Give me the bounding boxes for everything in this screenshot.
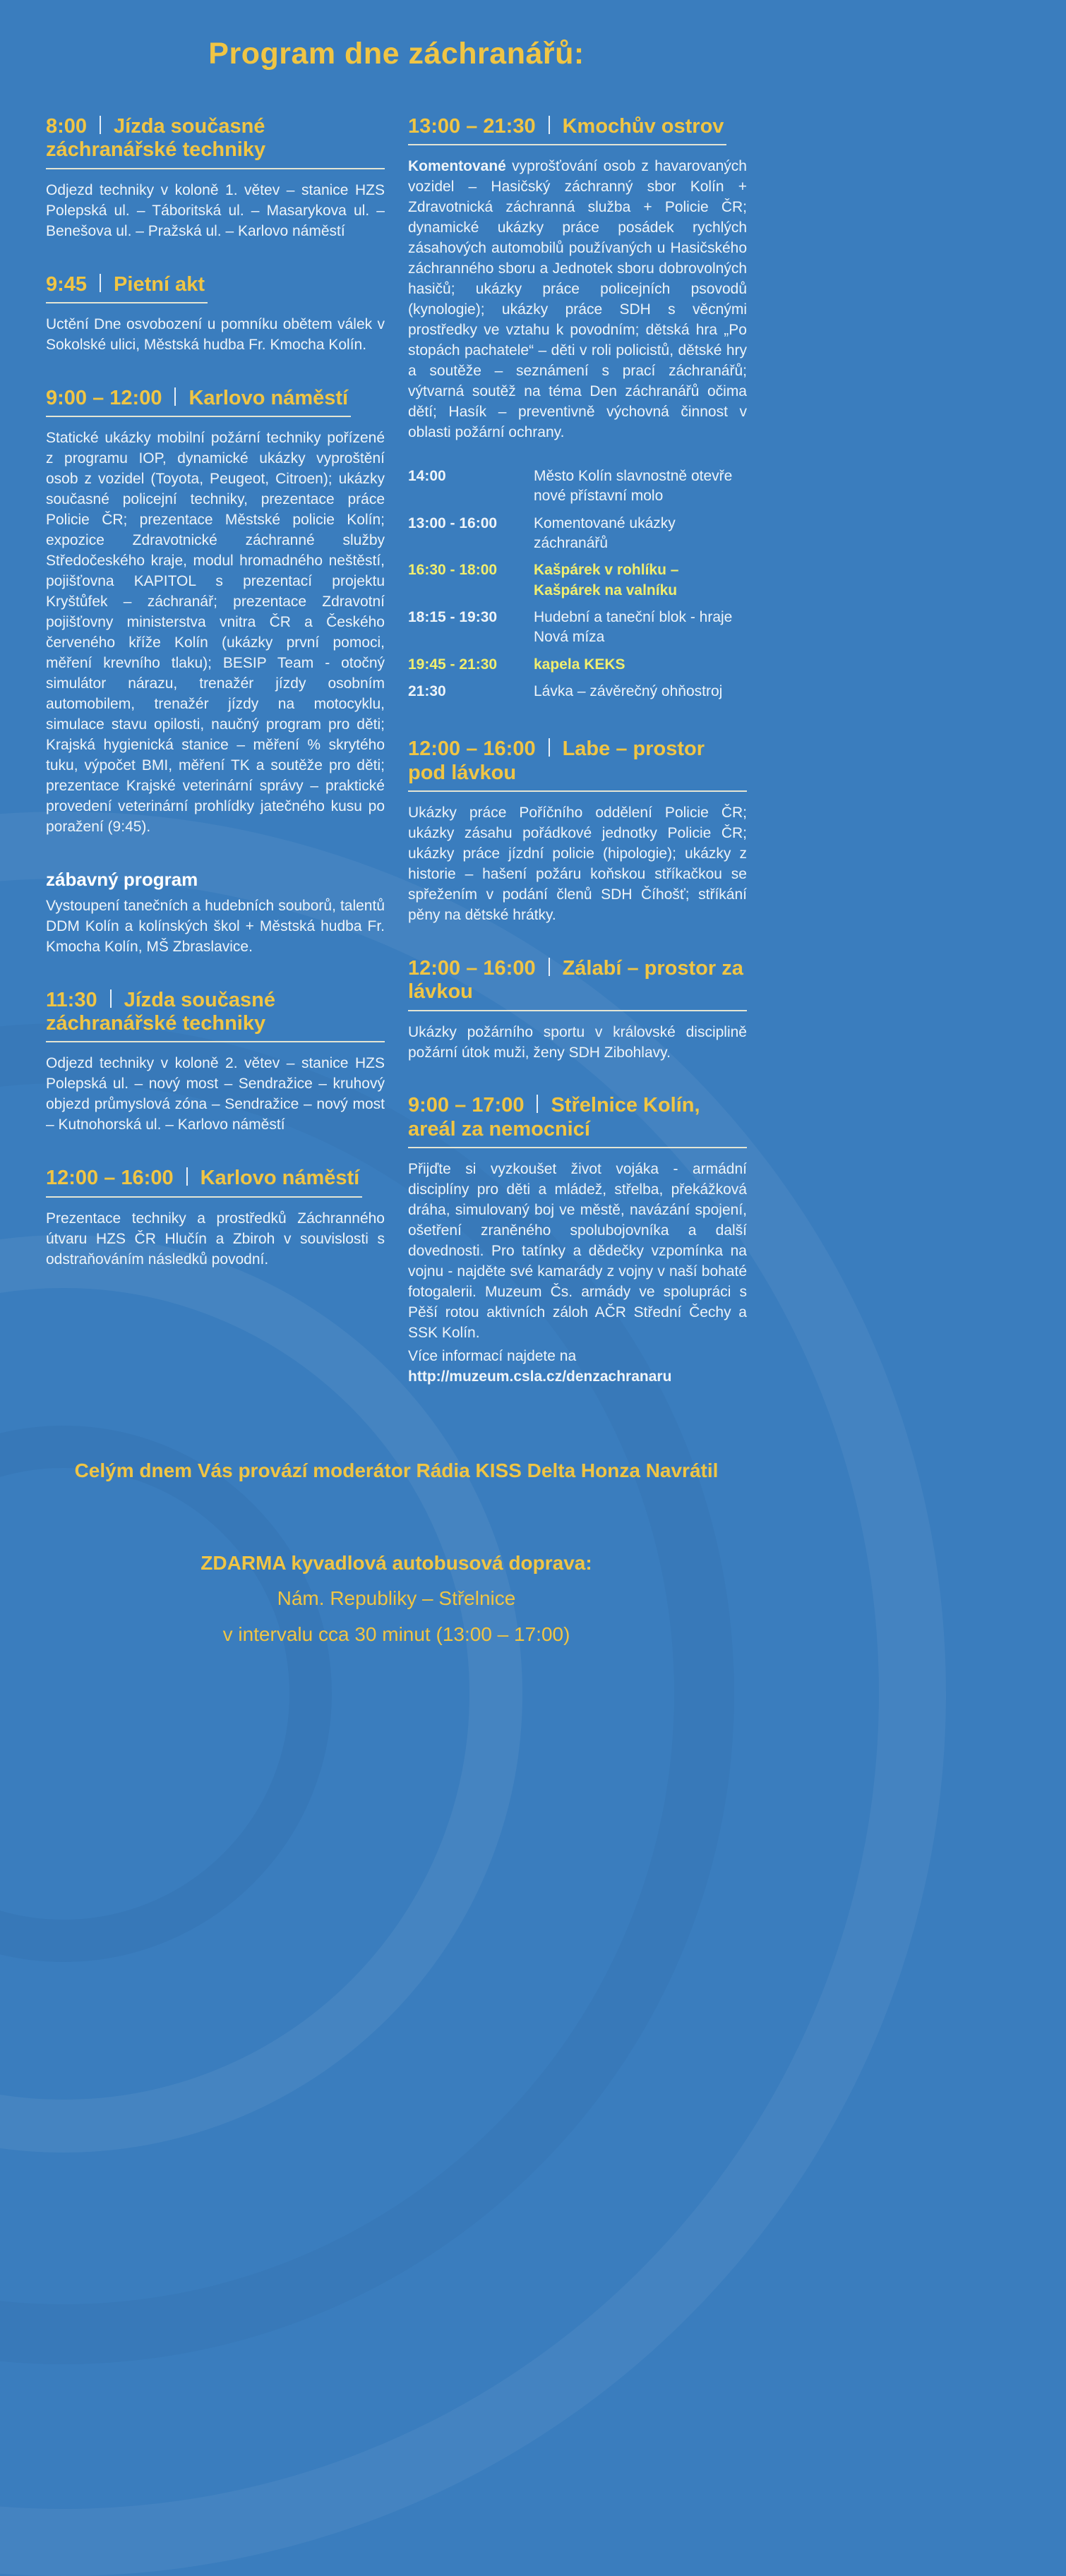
section-heading [46, 989, 385, 1043]
section-body: Ukázky práce Poříčního oddělení Policie ČR; ukázky zásahu pořádkové jednotky Policie ČR; ukázky práce jízdní policie (hipologie); ukázky z historie – hašení požáru koňskou stříkačkou se spřežením v podání členů SDH Číhošť; stříkání pěny na dětské hrátky. [408, 805, 747, 923]
section-heading [408, 115, 726, 145]
schedule-row [408, 604, 747, 651]
section-body: Přijďte si vyzkoušet život vojáka - armádní disciplíny pro děti a mládež, střelba, překážková dráha, simulovaný boj ve městě, navázání spojení, ošetření zraněného spolubojovníka a další dovednosti. Pro tatínky a dědečky vzpomínka na vojnu - najděte své kamarády z vojny v naší bohaté fotogalerii. Muzeum Čs. armády ve spolupráci s Pěší rotou aktivních záloh AČR Střední Čechy a SSK Kolín. [408, 1161, 747, 1341]
info-url[interactable]: http://muzeum.csla.cz/denzachranaru [408, 1368, 672, 1385]
section-1200-1600-karlovo-namesti [46, 1167, 385, 1270]
section-time: 13:00 – 21:30 [408, 115, 536, 138]
section-heading [46, 115, 385, 169]
shuttle-route: Nám. Republiky – Střelnice [277, 1587, 516, 1610]
body-text: vyprošťování osob z havarovaných vozidel – Hasičský záchranný sbor Kolín + Zdravotnická záchranná služba + Policie ČR; dynamické ukázky práce posádek rychlých zásahových automobilů používaných u Hasičského záchranného sboru a Jednotek sboru dobrovolných hasičů; ukázky práce policejních psovodů (kynologie); ukázky práce SDH s věcnými prostředky ve vztahu k povodním; dětská hra „Po stopách pachatele“ – děti v roli policistů, dětské hry a soutěže – seznámení s prací záchranářů; výtvarná soutěž na téma Den záchranářů očima dětí; Hasík – preventivně výchovná činnost v oblasti požární ochrany. [408, 158, 747, 440]
section-zabavny-program [46, 869, 385, 958]
right-column [408, 115, 747, 1419]
schedule-row [408, 678, 747, 705]
section-time: 9:00 – 12:00 [46, 386, 162, 409]
section-title: Jízda současné záchranářské techniky [46, 988, 275, 1035]
section-body: Prezentace techniky a prostředků Záchranného útvaru HZS ČR Hlučín a Zbiroh v souvislosti s odstraňováním následků povodní. [46, 1210, 385, 1268]
schedule-label: Komentované ukázky záchranářů [534, 514, 676, 551]
schedule-time: 13:00 - 16:00 [408, 514, 498, 531]
section-title: Jízda současné záchranářské techniky [46, 115, 266, 162]
schedule-time: 18:15 - 19:30 [408, 608, 498, 625]
section-body: Ukázky požárního sportu v královské disciplině požární útok muži, ženy SDH Zibohlavy. [408, 1023, 747, 1061]
section-body: Uctění Dne osvobození u pomníku obětem válek v Sokolské ulici, Městská hudba Fr. Kmocha Kolín. [46, 315, 385, 353]
section-body: Odjezd techniky v koloně 1. větev – stanice HZS Polepská ul. – Táboritská ul. – Masarykova ul. – Benešova ul. – Pražská ul. – Karlovo náměstí [46, 181, 385, 239]
section-time: 11:30 [46, 988, 97, 1011]
section-time: 9:00 – 17:00 [408, 1094, 525, 1117]
section-title: Karlovo náměstí [200, 1167, 360, 1190]
schedule-row [408, 557, 747, 604]
schedule-time: 16:30 - 18:00 [408, 562, 498, 579]
more-info-line [408, 1347, 747, 1388]
section-title: Kmochův ostrov [562, 115, 724, 138]
separator-bar [549, 958, 550, 976]
lead-word: Komentované [408, 158, 506, 175]
section-1200-1600-zalabi [408, 957, 747, 1064]
section-title: Labe – prostor pod lávkou [408, 738, 705, 784]
section-body: Vystoupení tanečních a hudebních souborů, talentů DDM Kolín a kolínských škol + Městská hudba Fr. Kmocha Kolín, MŠ Zbraslavice. [46, 897, 385, 955]
schedule-time: 14:00 [408, 467, 446, 484]
separator-bar [174, 387, 176, 406]
moderator-line: Celým dnem Vás provází moderátor Rádia KISS Delta Honza Navrátil [74, 1459, 719, 1481]
shuttle-info [46, 1546, 747, 1652]
separator-bar [100, 116, 101, 134]
shuttle-title: ZDARMA kyvadlová autobusová doprava: [200, 1551, 592, 1574]
section-body [408, 157, 747, 443]
section-heading [408, 1094, 747, 1148]
separator-bar [110, 989, 112, 1008]
shuttle-interval: v intervalu cca 30 minut (13:00 – 17:00) [222, 1623, 570, 1645]
schedule-time: 21:30 [408, 683, 446, 699]
section-time: 12:00 – 16:00 [408, 956, 536, 980]
schedule-label: Kašpárek v rohlíku – Kašpárek na valníku [534, 562, 679, 598]
section-time: 8:00 [46, 115, 88, 138]
section-time: 12:00 – 16:00 [46, 1167, 174, 1190]
schedule-row [408, 510, 747, 558]
section-time: 12:00 – 16:00 [408, 738, 536, 761]
section-0900-1200-karlovo-namesti [46, 387, 385, 838]
section-time: 9:45 [46, 272, 88, 296]
schedule-label: Hudební a taneční blok - hraje Nová míza [534, 608, 733, 646]
columns [46, 115, 747, 1419]
schedule-label: kapela KEKS [534, 656, 625, 673]
section-title: Pietní akt [114, 272, 205, 296]
section-body: Statické ukázky mobilní požární techniky pořízené z programu IOP, dynamické ukázky vyproštění osob z vozidel (Toyota, Peugeot, Citroen); ukázky současné policejní techniky, prezentace práce Policie ČR; prezentace Městské policie Kolín; expozice Zdravotnické záchranné služby Středočeského kraje, modul hromadného neštěstí, pojišťovna KAPITOL s prezentací projektu Kryštůfek – záchranář; prezentace Zdravotní pojišťovny ministerstva vnitra ČR a Českého červeného kříže Kolín (ukázky první pomoci, měření krevního tlaku); BESIP Team - otočný simulátor nárazu, trenažér jízdy osobním automobilem, trenažér jízdy na motocyklu, simulace stavu opilosti, naučný program pro děti; Krajská hygienická stanice – měření % skrytého tuku, výpočet BMI, měření TK a soutěže pro děti; prezentace Krajské veterinární správy – praktické provedení veterinární prohlídky jatečného kusu po poražení (9:45). [46, 430, 385, 835]
separator-bar [100, 274, 101, 292]
more-info-prefix: Více informací najdete na [408, 1347, 577, 1364]
separator-bar [549, 738, 550, 757]
section-heading [408, 738, 747, 792]
separator-bar [186, 1167, 188, 1186]
schedule-row [408, 463, 747, 510]
section-0900-1700-strelnice [408, 1094, 747, 1387]
section-title: Zálabí – prostor za lávkou [408, 956, 743, 1004]
evening-schedule [408, 463, 747, 705]
section-0945-pietni-akt [46, 273, 385, 356]
schedule-row [408, 651, 747, 678]
section-heading [408, 957, 747, 1011]
section-heading [46, 387, 351, 417]
page-title: Program dne záchranářů: [208, 37, 585, 71]
poster-content [46, 0, 747, 1652]
schedule-label: Lávka – závěrečný ohňostroj [534, 683, 723, 699]
left-column [46, 115, 385, 1301]
schedule-time: 19:45 - 21:30 [408, 656, 498, 673]
schedule-label: Město Kolín slavnostně otevře nové přístavní molo [534, 467, 733, 505]
section-1200-1600-labe [408, 738, 747, 926]
section-title: Karlovo náměstí [188, 386, 349, 409]
section-1130-jizda-techniky [46, 989, 385, 1136]
section-heading [46, 273, 208, 303]
separator-bar [537, 1095, 538, 1113]
section-heading [46, 1167, 362, 1197]
section-1300-2130-kmochuv-ostrov [408, 115, 747, 705]
separator-bar [549, 116, 550, 134]
section-body: Odjezd techniky v koloně 2. větev – stanice HZS Polepská ul. – nový most – Sendražice – kruhový objezd průmyslová zóna – Sendražice – nový most – Kutnohorská ul. – Karlovo náměstí [46, 1055, 385, 1133]
subsection-heading: zábavný program [46, 868, 198, 890]
section-0800-jizda-techniky [46, 115, 385, 242]
section-title: Střelnice Kolín, areál za nemocnicí [408, 1094, 700, 1140]
